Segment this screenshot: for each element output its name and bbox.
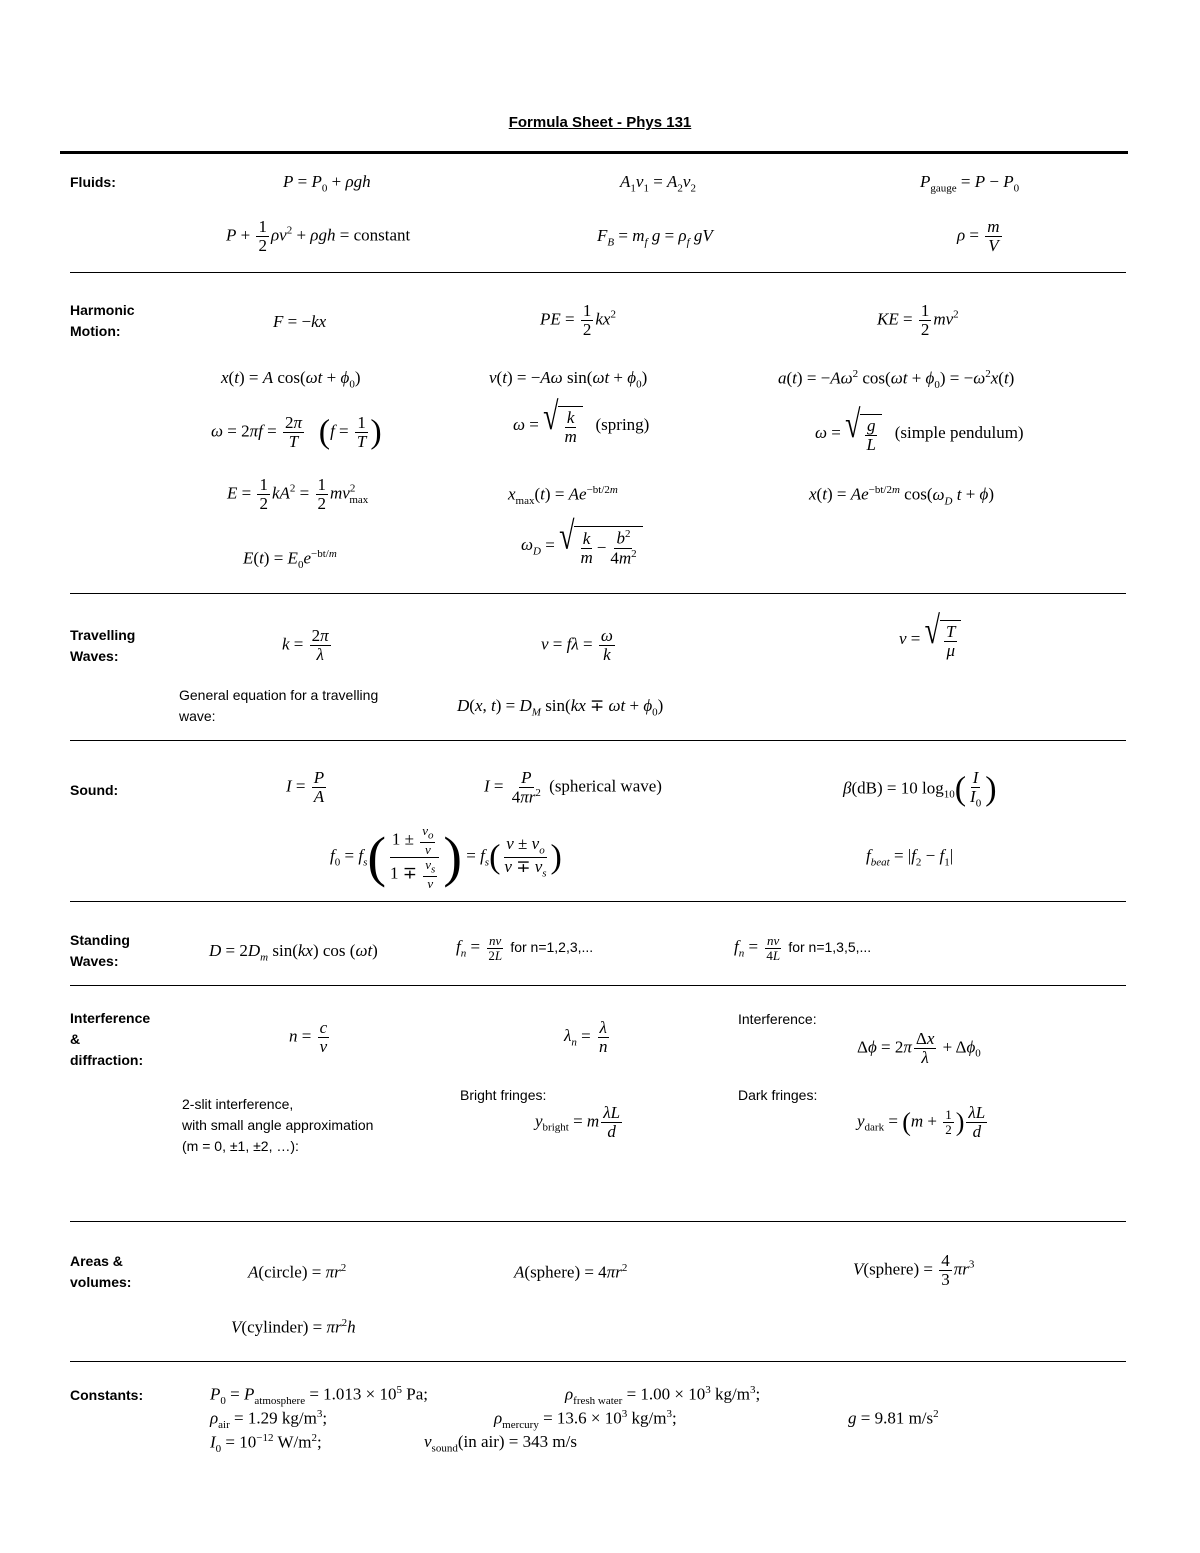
formula-continuity: $A_1v_1 = A_2v_2$ <box>620 172 696 195</box>
formula-wave-speed: v = fλ = $\frac{\omega}{k}$ <box>541 626 613 664</box>
n123-note: for n=1,2,3,... <box>510 939 594 956</box>
formula-hooke: F = −kx <box>273 312 327 331</box>
bright-heading: Bright fringes: <box>460 1087 547 1103</box>
label-line: Areas & <box>70 1253 123 1269</box>
circle-word: circle <box>264 1262 302 1282</box>
general-wave-note <box>179 685 378 727</box>
two-slit-note <box>182 1094 373 1157</box>
title-rule <box>60 151 1128 154</box>
label-line: Waves: <box>70 648 119 664</box>
divider <box>70 272 1126 273</box>
section-label-fluids: Fluids: <box>70 174 116 190</box>
constant-mercury-density: $\rho_{mercury} = 13.6 \times 10^3$ $kg/m^3$; <box>494 1408 677 1432</box>
formula-position-shm: x(t) = A $\cos(\omega t + \phi_0)$ <box>221 368 361 391</box>
formula-damped-amplitude: $x_{max}(t) = Ae^{-bt/2m}$ <box>508 484 618 508</box>
constant-sound-speed: $v_{sound}(in$ air) = 343 m/s <box>424 1432 577 1455</box>
formula-harmonics-one-end: $f_n$ = $\frac{nv}{4L}$ for n=1,3,5,... <box>734 933 872 963</box>
note-line: (m = 0, ±1, ±2, …): <box>182 1138 299 1154</box>
label-line: & <box>70 1031 81 1047</box>
sphere-word: sphere <box>869 1259 914 1279</box>
formula-ke: KE = $\frac{1}{2}$ $mv^2$ <box>877 301 959 339</box>
divider <box>70 740 1126 741</box>
formula-spring-pe: PE = $\frac{1}{2}$ $kx^2$ <box>540 301 616 339</box>
formula-bright-fringes: $y_{bright} = m$ $\frac{\lambda L}{d}$ <box>535 1103 621 1141</box>
divider <box>70 985 1126 986</box>
constant-atm-pressure: $P_0 = P_{atmosphere} = 1.013 \times 10^5$ Pa; <box>210 1384 428 1408</box>
formula-harmonics-both-ends: $f_n$ = $\frac{nv}{2L}$ for n=1,2,3,... <box>456 933 594 963</box>
note-line: General equation for a travelling <box>179 687 379 703</box>
formula-bernoulli: P + $\frac{1}{2}$ $\rho v^2 + \rho gh$ = constant <box>226 217 411 255</box>
label-line: Harmonic <box>70 302 135 318</box>
pendulum-note: (simple pendulum) <box>894 422 1024 442</box>
formula-wavelength-medium: $\lambda_n$ = $\frac{\lambda}{n}$ <box>564 1018 608 1056</box>
formula-omega-pendulum: ω = √ $\frac{g}{L}$ (simple pendulum) <box>815 403 1024 454</box>
section-label-standing <box>70 930 130 972</box>
formula-velocity-shm: v(t) = −Aω $\sin(\omega t + \phi_0)$ <box>489 368 648 391</box>
section-label-constants: Constants: <box>70 1387 144 1403</box>
formula-doppler: $f_0 = f_s$( 1 ± $\frac{v_o}{v}$ 1 ∓ $\frac{v_s}{v}$ ) = $f_s$( $\frac{v \pm v_o}{v \mp v_s}$ ) <box>330 823 562 891</box>
divider <box>70 901 1126 902</box>
label-line: volumes: <box>70 1274 132 1290</box>
divider <box>70 1221 1126 1222</box>
formula-pressure-depth: $P = P_0 + \rho gh$ <box>283 172 371 195</box>
spherical-note: (spherical wave) <box>549 776 662 796</box>
formula-refractive-index: n = $\frac{c}{v}$ <box>289 1018 328 1056</box>
formula-intensity-spherical: I = $\frac{P}{4\pi r^2}$ (spherical wave) <box>484 768 662 807</box>
formula-dark-fringes: $y_{dark} = (m$ + $\frac{1}{2}$ ) $\frac{\lambda L}{d}$ <box>857 1103 986 1141</box>
formula-string-speed: v = √ $\frac{T}{\mu}$ <box>899 620 961 660</box>
formula-energy-shm: E = $\frac{1}{2}$ $kA^2$ = $\frac{1}{2}$ $mv^2_{max}$ <box>227 475 369 513</box>
page-title: Formula Sheet - Phys 131 <box>508 114 692 131</box>
section-label-interference <box>70 1008 150 1071</box>
formula-travelling-wave: D(x, $t) = D_M$ $\sin(kx \mp \omega t + \phi_0)$ <box>457 696 664 719</box>
spring-note: (spring) <box>595 414 650 434</box>
sphere-word: sphere <box>530 1262 575 1282</box>
formula-buoyancy: $F_B = m_f$ $g = \rho_f$ gV <box>597 226 713 249</box>
formula-angular-freq: ω = 2πf = $\frac{2\pi}{T}$ (f = $\frac{1}{T}$ ) <box>211 413 382 451</box>
note-line: 2-slit interference, <box>182 1096 294 1112</box>
formula-density: ρ = $\frac{m}{V}$ <box>957 217 1000 255</box>
constant-reference-intensity: $I_0 = 10^{-12}$ $W/m^2$; <box>210 1432 322 1456</box>
formula-omega-spring: ω = √ $\frac{k}{m}$ (spring) <box>513 395 650 446</box>
formula-sphere-area: A(sphere) = $4\pi r^2$ <box>514 1262 628 1282</box>
formula-circle-area: A(circle) = $\pi r^2$ <box>248 1262 347 1282</box>
formula-beat: $f_{beat} = |f_2 - f_1|$ <box>866 846 954 869</box>
divider <box>70 593 1126 594</box>
section-label-travelling <box>70 625 135 667</box>
section-label-areas <box>70 1251 131 1293</box>
label-line: Motion: <box>70 323 121 339</box>
label-line: Travelling <box>70 627 136 643</box>
formula-damped-omega: $\omega_D$ = √ $\frac{k}{m}$ − $\frac{b^2}{4m^2}$ <box>521 526 643 567</box>
interference-heading: Interference: <box>738 1011 817 1027</box>
note-line: wave: <box>179 708 216 724</box>
constant-word: constant <box>353 225 411 245</box>
formula-accel-shm: $a(t) = -A\omega^2$ $\cos(\omega t + \phi_0) = -\omega^2x(t)$ <box>778 368 1015 392</box>
formula-wavenumber: k = $\frac{2\pi}{\lambda}$ <box>282 626 329 664</box>
label-line: Interference <box>70 1010 151 1026</box>
section-label-sound: Sound: <box>70 782 119 798</box>
constant-fresh-water-density: $\rho_{fresh water} = 1.00 \times 10^3$ $kg/m^3$; <box>565 1384 761 1408</box>
label-line: Waves: <box>70 953 119 969</box>
divider <box>70 1361 1126 1362</box>
formula-phase-difference: Δϕ = 2π $\frac{\Delta x}{\lambda}$ + $\Delta\phi_0$ <box>857 1029 981 1067</box>
section-label-harmonic <box>70 300 135 342</box>
formula-standing-wave: $D = 2D_m$ sin(kx) cos (ωt) <box>209 941 378 964</box>
formula-damped-energy: $E(t) = E_0e^{-bt/m}$ <box>243 548 337 572</box>
label-line: Standing <box>70 932 130 948</box>
formula-gauge-pressure: $P_{gauge} = P - P_0$ <box>920 172 1020 195</box>
formula-decibel: β(dB) = 10 $\log_{10}$( $\frac{I}{I_0}$ ) <box>843 768 997 810</box>
formula-intensity: I = $\frac{P}{A}$ <box>286 768 325 806</box>
dark-heading: Dark fringes: <box>738 1087 818 1103</box>
constant-gravity: g = 9.81 $m/s^2$ <box>848 1408 939 1428</box>
cylinder-word: cylinder <box>247 1317 303 1337</box>
n135-note: for n=1,3,5,... <box>788 939 872 956</box>
formula-sphere-volume: V(sphere) = $\frac{4}{3}$ $\pi r^3$ <box>853 1251 975 1289</box>
note-line: with small angle approximation <box>182 1117 374 1133</box>
formula-damped-position: $x(t) = Ae^{-bt/2m}$ $\cos(\omega_D$ t + ϕ) <box>809 484 995 508</box>
formula-cylinder-volume: V(cylinder) = $\pi r^2h$ <box>231 1317 356 1337</box>
constant-air-density: $\rho_{air} = 1.29$ $kg/m^3$; <box>210 1408 328 1432</box>
label-line: diffraction: <box>70 1052 144 1068</box>
